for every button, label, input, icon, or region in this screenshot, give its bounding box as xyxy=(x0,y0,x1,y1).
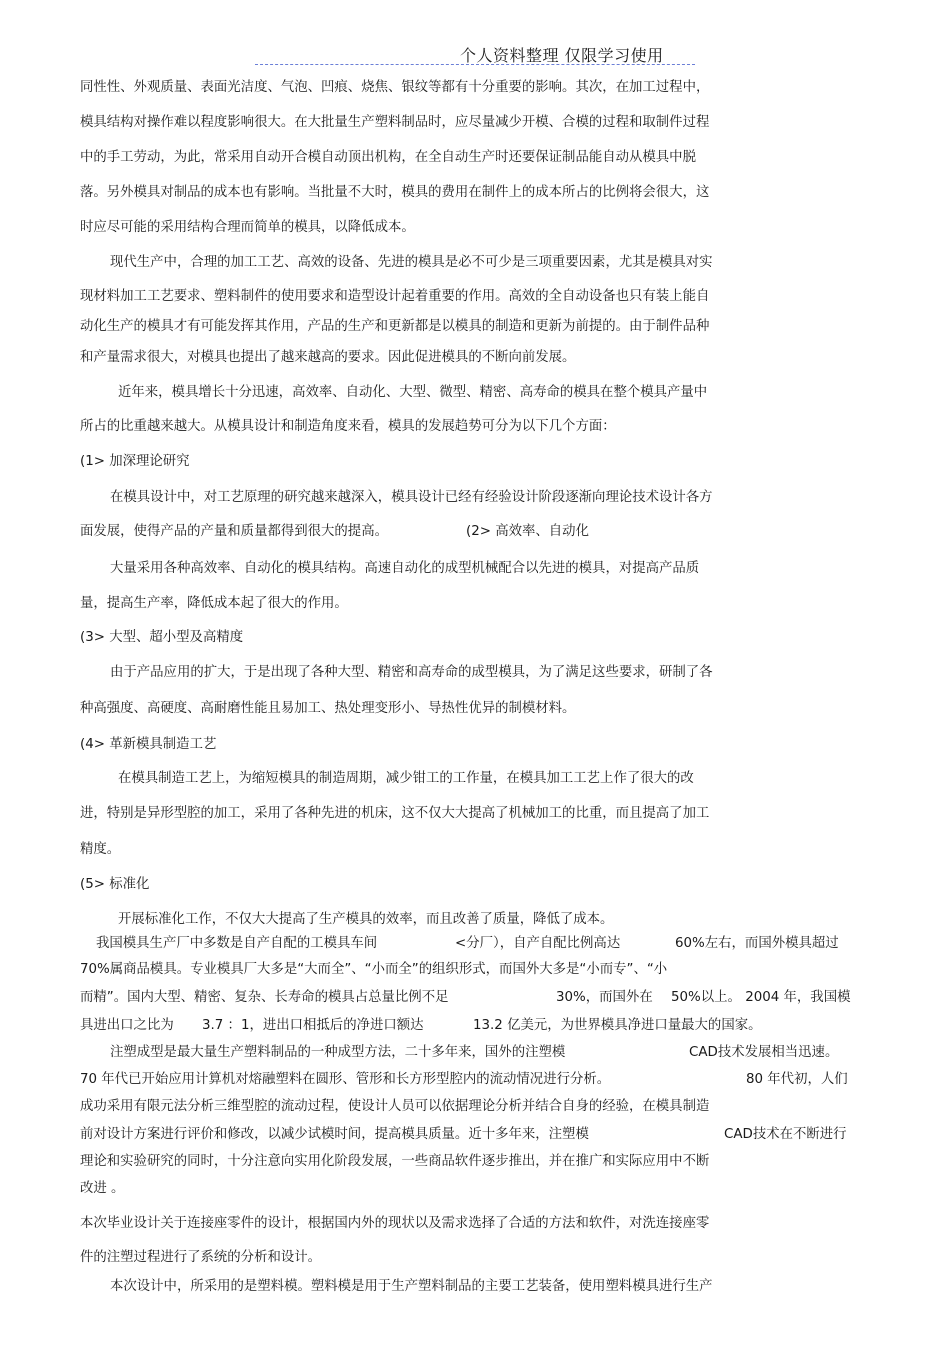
section-heading: (2> 高效率、自动化 xyxy=(466,524,589,539)
text-line: 中的手工劳动，为此，常采用自动开合模自动顶出机构，在全自动生产时还要保证制品能自动从模具中脱 xyxy=(80,150,696,165)
text-line: 现代生产中，合理的加工工艺、高效的设备、先进的模具是必不可少是三项重要因素，尤其是模具对实 xyxy=(110,255,713,270)
text-line: 落。另外模具对制品的成本也有影响。当批量不大时，模具的费用在制件上的成本所占的比例将会很大，这 xyxy=(80,185,710,200)
text-segment: 70 年代已开始应用计算机对熔融塑料在圆形、管形和长方形型腔内的流动情况进行分析。 xyxy=(80,1072,611,1087)
text-segment: 我国模具生产厂中多数是自产自配的工模具车间 xyxy=(96,936,378,951)
text-line: 近年来，模具增长十分迅速，高效率、自动化、大型、微型、精密、高寿命的模具在整个模具产量中 xyxy=(118,385,708,400)
text-line: 现材料加工工艺要求、塑料制件的使用要求和造型设计起着重要的作用。高效的全自动设备也只有装上能自 xyxy=(80,289,710,304)
text-line: 量，提高生产率，降低成本起了很大的作用。 xyxy=(80,596,348,611)
text-line: 所占的比重越来越大。从模具设计和制造角度来看，模具的发展趋势可分为以下几个方面： xyxy=(80,419,616,434)
text-line: 精度。 xyxy=(80,842,121,857)
text-line: 本次设计中，所采用的是塑料模。塑料模是用于生产塑料制品的主要工艺装备，使用塑料模具进行生产 xyxy=(110,1279,713,1294)
text-segment: <分厂），自产自配比例高达 xyxy=(455,936,621,951)
text-line: 模具结构对操作难以程度影响很大。在大批量生产塑料制品时，应尽量减少开模、合模的过程和取制件过程 xyxy=(80,115,710,130)
header-title: 个人资料整理 仅限学习使用 xyxy=(460,46,664,65)
text-segment: CAD技术在不断进行 xyxy=(724,1127,847,1142)
section-heading: (1> 加深理论研究 xyxy=(80,454,190,469)
text-segment: 而精”。国内大型、精密、复杂、长寿命的模具占总量比例不足 xyxy=(80,990,449,1005)
text-segment: 前对设计方案进行评价和修改，以减少试模时间，提高模具质量。近十多年来，注塑模 xyxy=(80,1127,589,1142)
text-line: 动化生产的模具才有可能发挥其作用，产品的生产和更新都是以模具的制造和更新为前提的。由于制件品种 xyxy=(80,319,710,334)
page-header xyxy=(255,43,695,67)
text-segment: 80 年代初，人们 xyxy=(746,1072,848,1087)
text-segment: 50%以上。 2004 年，我国模 xyxy=(671,990,851,1005)
section-heading: (3> 大型、超小型及高精度 xyxy=(80,630,244,645)
section-heading: (4> 革新模具制造工艺 xyxy=(80,737,217,752)
text-segment: 具进出口之比为 xyxy=(80,1018,174,1033)
text-line: 时应尽可能的采用结构合理而简单的模具，以降低成本。 xyxy=(80,220,415,235)
text-line: 面发展，使得产品的产量和质量都得到很大的提高。 xyxy=(80,524,388,539)
text-line: 在模具制造工艺上，为缩短模具的制造周期，减少钳工的工作量，在模具加工工艺上作了很大的改 xyxy=(118,771,694,786)
text-segment: 3.7 ：1，进出口相抵后的净进口额达 xyxy=(202,1018,424,1033)
text-line: 件的注塑过程进行了系统的分析和设计。 xyxy=(80,1250,322,1265)
section-heading: (5> 标准化 xyxy=(80,877,150,892)
text-line: 改进 。 xyxy=(80,1181,125,1196)
text-line: 进，特别是异形型腔的加工，采用了各种先进的机床，这不仅大大提高了机械加工的比重，而且提高了加工 xyxy=(80,806,710,821)
text-line: 大量采用各种高效率、自动化的模具结构。高速自动化的成型机械配合以先进的模具，对提高产品质 xyxy=(110,561,700,576)
text-segment: 60%左右，而国外模具超过 xyxy=(675,936,839,951)
text-segment: 30%，而国外在 xyxy=(556,990,653,1005)
header-divider xyxy=(255,64,695,65)
text-line: 由于产品应用的扩大，于是出现了各种大型、精密和高寿命的成型模具，为了满足这些要求，研制了各 xyxy=(110,665,713,680)
text-line: 和产量需求很大，对模具也提出了越来越高的要求。因此促进模具的不断向前发展。 xyxy=(80,350,576,365)
text-line: 本次毕业设计关于连接座零件的设计，根据国内外的现状以及需求选择了合适的方法和软件，对洗连接座零 xyxy=(80,1216,710,1231)
text-line: 在模具设计中，对工艺原理的研究越来越深入，模具设计已经有经验设计阶段逐渐向理论技术设计各方 xyxy=(110,490,713,505)
text-segment: 13.2 亿美元，为世界模具净进口量最大的国家。 xyxy=(473,1018,762,1033)
text-segment: CAD技术发展相当迅速。 xyxy=(689,1045,839,1060)
text-line: 70%属商品模具。专业模具厂大多是“大而全”、“小而全”的组织形式，而国外大多是“小而专”、“小 xyxy=(80,962,668,977)
text-line: 开展标准化工作，不仅大大提高了生产模具的效率，而且改善了质量，降低了成本。 xyxy=(118,912,614,927)
text-line: 同性性、外观质量、表面光洁度、气泡、凹痕、烧焦、银纹等都有十分重要的影响。其次，在加工过程中， xyxy=(80,80,710,95)
text-segment: 注塑成型是最大量生产塑料制品的一种成型方法，二十多年来，国外的注塑模 xyxy=(110,1045,566,1060)
text-line: 成功采用有限元法分析三维型腔的流动过程，使设计人员可以依据理论分析并结合自身的经验，在模具制造 xyxy=(80,1099,710,1114)
text-line: 理论和实验研究的同时，十分注意向实用化阶段发展，一些商品软件逐步推出，并在推广和实际应用中不断 xyxy=(80,1154,710,1169)
text-line: 种高强度、高硬度、高耐磨性能且易加工、热处理变形小、导热性优异的制模材料。 xyxy=(80,701,576,716)
